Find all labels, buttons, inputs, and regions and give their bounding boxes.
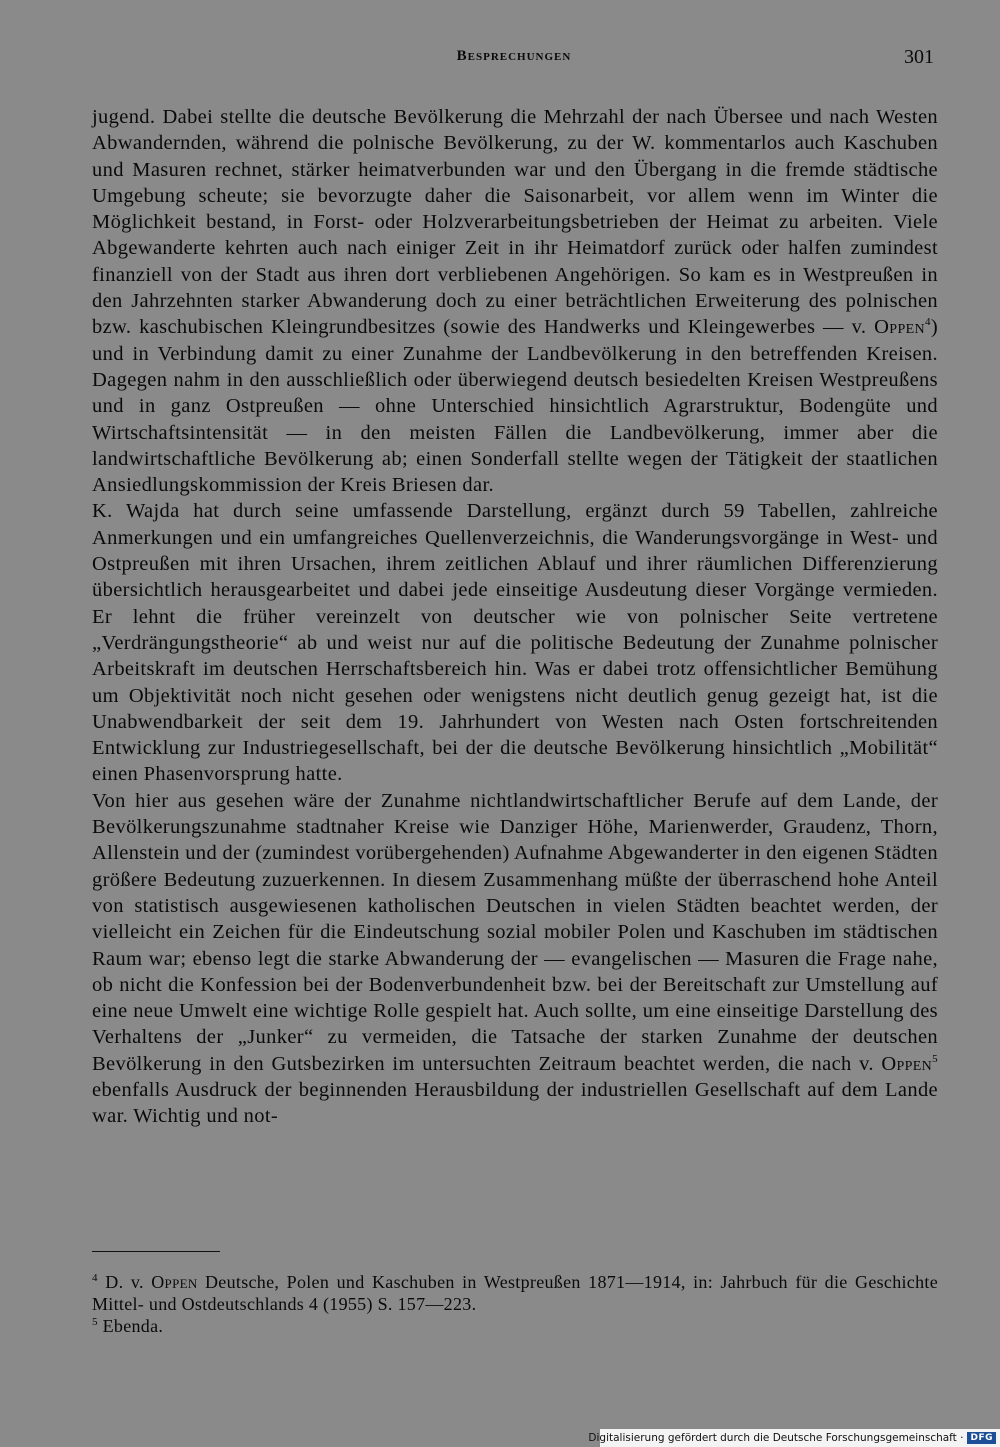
dfg-logo-icon: DFG bbox=[967, 1432, 996, 1444]
author-name: Oppen bbox=[151, 1272, 198, 1292]
digitization-credit-bar bbox=[588, 1429, 1000, 1447]
footnote-text: Deutsche, Polen und Kaschuben in Westpreußen 1871—1914, in: Jahrbuch für die Geschichte Mittel- und Ostdeutschlands 4 (1955) S. 157—223. bbox=[92, 1272, 938, 1314]
paragraph-text: ) und in Verbindung damit zu einer Zunahme der Landbevölkerung in den betreffenden Kreisen. Dagegen nahm in den ausschließlich oder überwiegend deutsch besiedelten Kreisen Westpreußens und in ganz Ostpreußen — ohne Unterschied hinsichtlich Agrarstruktur, Bodengüte und Wirtschaftsintensität — in den meisten Fällen die Landbevölkerung, immer aber die landwirtschaftliche Bevölkerung ab; einen Sonderfall stellte wegen der Tätigkeit der staatlichen Ansiedlungskommission der Kreis Briesen dar. bbox=[92, 316, 938, 497]
footnote-ref[interactable]: 5 bbox=[932, 1052, 938, 1065]
author-name: Oppen bbox=[881, 1052, 933, 1075]
footnote-4 bbox=[92, 1271, 938, 1315]
digitization-credit: Digitalisierung gefördert durch die Deutsche Forschungsgemeinschaft · bbox=[588, 1432, 964, 1444]
page-number: 301 bbox=[904, 46, 934, 68]
footnote-divider bbox=[92, 1251, 220, 1252]
paragraph-text: ebenfalls Ausdruck der beginnenden Herausbildung der industriellen Gesellschaft auf dem Lande war. Wichtig und not- bbox=[92, 1078, 938, 1128]
paragraph-2 bbox=[92, 498, 938, 787]
footnotes bbox=[92, 1271, 938, 1337]
page-header bbox=[90, 46, 938, 76]
paragraph-1 bbox=[92, 104, 938, 498]
paragraph-3 bbox=[92, 788, 938, 1130]
footnote-marker: 5 bbox=[92, 1316, 98, 1328]
paragraph-text: jugend. Dabei stellte die deutsche Bevölkerung die Mehrzahl der nach Übersee und nach Westen Abwandernden, während die polnische Bevölkerung, zu der W. kommentarlos auch Kaschuben und Masuren rechnet, stärker heimatverbunden war und den Übergang in die fremde städtische Umgebung scheute; sie bevorzugte daher die Saisonarbeit, vor allem wenn im Winter die Möglichkeit bestand, in Forst- oder Holzverarbeitungsbetrieben der Heimat zu arbeiten. Viele Abgewanderte kehrten auch nach einiger Zeit in ihr Heimatdorf zurück oder halfen zumindest finanziell von der Stadt aus ihren dort verbliebenen Angehörigen. So kam es in Westpreußen in den Jahrzehnten starker Abwanderung doch zu einer beträchtlichen Erweiterung des polnischen bzw. kaschubischen Kleingrundbesitzes (sowie des Handwerks und Kleingewerbes — v. bbox=[92, 106, 938, 339]
footnote-ref[interactable]: 4 bbox=[924, 316, 931, 329]
running-head: Besprechungen bbox=[456, 48, 572, 64]
paragraph-text: K. Wajda hat durch seine umfassende Darstellung, ergänzt durch 59 Tabellen, zahlreiche Anmerkungen und ein umfangreiches Quellenverzeichnis, die Wanderungsvorgänge in West- und Ostpreußen mit ihren Ursachen, ihrem zeitlichen Ablauf und ihrer räumlichen Differenzierung übersichtlich herausgearbeitet und dabei jede einseitige Ausdeutung dieser Vorgänge vermieden. Er lehnt die früher vereinzelt von deutscher wie von polnischer Seite vertretene „Verdrängungstheorie“ ab und weist nur auf die politische Bedeutung der Zunahme polnischer Arbeitskraft im deutschen Herrschaftsbereich hin. Was er dabei trotz offensichtlicher Bemühung um Objektivität noch nicht gesehen oder wenigstens nicht deutlich genug gezeigt hat, ist die Unabwendbarkeit der seit dem 19. Jahrhundert von Westen nach Osten fortschreitenden Entwicklung zur Industriegesellschaft, bei der die deutsche Bevölkerung hinsichtlich „Mobilität“ einen Phasenvorsprung hatte. bbox=[92, 500, 938, 786]
footnote-text: Ebenda. bbox=[97, 1316, 164, 1336]
body-text bbox=[92, 104, 938, 1130]
footnote-text: D. v. bbox=[97, 1272, 152, 1292]
author-name: Oppen bbox=[874, 316, 925, 339]
footnote-marker: 4 bbox=[92, 1272, 98, 1284]
footnote-5 bbox=[92, 1315, 938, 1337]
paragraph-text: Von hier aus gesehen wäre der Zunahme nichtlandwirtschaftlicher Berufe auf dem Lande, der Bevölkerungszunahme stadtnaher Kreise wie Danziger Höhe, Marienwerder, Graudenz, Thorn, Allenstein und der (zumindest vorübergehenden) Aufnahme Abgewanderter in den eigenen Städten größere Bedeutung zuzuerkennen. In diesem Zusammenhang müßte der überraschend hohe Anteil von statistisch ausgewiesenen katholischen Deutschen in vielen Städten beachtet werden, der vielleicht ein Zeichen für die Eindeutschung sozial mobiler Polen und Kaschuben im städtischen Raum war; ebenso legt die starke Abwanderung der — evangelischen — Masuren die Frage nahe, ob nicht die Konfession bei der Bodenverbundenheit bzw. bei der Bereitschaft zur Umstellung auf eine neue Umwelt eine wichtige Rolle gespielt hat. Auch sollte, um eine einseitige Darstellung des Verhaltens der „Junker“ zu vermeiden, die Tatsache der starken Zunahme der deutschen Bevölkerung in den Gutsbezirken im untersuchten Zeitraum beachtet werden, die nach v. bbox=[92, 789, 938, 1075]
